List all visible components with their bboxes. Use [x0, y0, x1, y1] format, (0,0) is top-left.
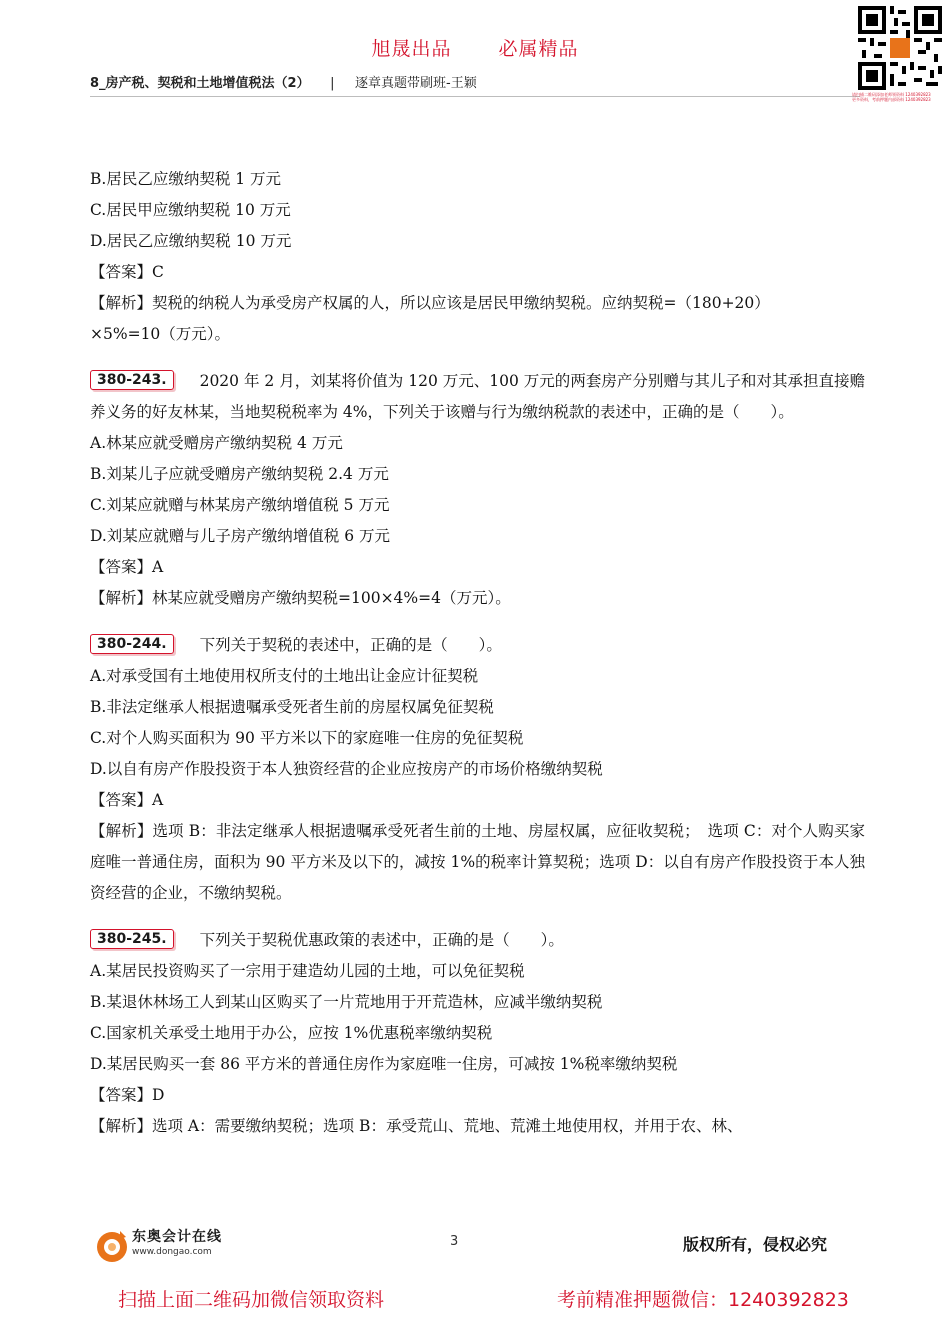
question-243: [90, 366, 865, 428]
brand-slogan: [0, 34, 950, 61]
option-a: A.某居民投资购买了一宗用于建造幼儿园的土地，可以免征契税: [90, 962, 525, 980]
brand-left: 旭晟出品: [371, 38, 452, 60]
option-b: B.居民乙应缴纳契税 1 万元: [90, 170, 282, 188]
course-title: 8_房产税、契税和土地增值税法（2）: [90, 76, 310, 91]
course-subtitle: 逐章真题带刷班-王颖: [355, 76, 477, 91]
answer: 【答案】D: [90, 1086, 165, 1104]
promo-right: 考前精准押题微信：1240392823: [557, 1289, 849, 1311]
analysis: 【解析】林某应就受赠房产缴纳契税=100×4%=4（万元）。: [90, 589, 511, 607]
question-stem: 下列关于契税的表述中，正确的是（ ）。: [199, 636, 502, 654]
answer: 【答案】C: [90, 263, 164, 281]
logo-url: www.dongao.com: [132, 1247, 212, 1257]
option-c: C.刘某应就赠与林某房产缴纳增值税 5 万元: [90, 496, 390, 514]
answer: 【答案】A: [90, 791, 164, 809]
dongao-logo: [132, 1226, 222, 1257]
question-244: [90, 630, 865, 661]
header-rule: [90, 96, 860, 97]
question-stem: 2020 年 2 月，刘某将价值为 120 万元、100 万元的两套房产分别赠与其儿子和对其承担直接赡养义务的好友林某，当地契税税率为 4%，下列关于该赠与行为缴纳税款的表述中，正确的是（ ）。: [90, 372, 865, 421]
question-number-badge: 380-244.: [90, 634, 174, 654]
option-a: A.对承受国有土地使用权所支付的土地出让金应计征契税: [90, 667, 479, 685]
option-c: C.国家机关承受土地用于办公，应按 1%优惠税率缴纳契税: [90, 1024, 493, 1042]
brand-right: 必属精品: [498, 38, 579, 60]
analysis: 【解析】契税的纳税人为承受房产权属的人，所以应该是居民甲缴纳契税。应纳契税=（180+20）: [90, 294, 770, 312]
dongao-logo-icon: [92, 1225, 132, 1265]
option-b: B.非法定继承人根据遗嘱承受死者生前的房屋权属免征契税: [90, 698, 494, 716]
answer: 【答案】A: [90, 558, 164, 576]
option-d: D.居民乙应缴纳契税 10 万元: [90, 232, 292, 250]
option-b: B.刘某儿子应就受赠房产缴纳契税 2.4 万元: [90, 465, 389, 483]
analysis-cont: ×5%=10（万元）。: [90, 325, 231, 343]
question-number-badge: 380-245.: [90, 929, 174, 949]
question-245: [90, 925, 865, 956]
document-body: [90, 164, 865, 1142]
promo-left: 扫描上面二维码加微信领取资料: [118, 1289, 385, 1311]
qr-code-icon: [858, 6, 942, 90]
option-c: C.对个人购买面积为 90 平方米以下的家庭唯一住房的免征契税: [90, 729, 524, 747]
option-d: D.刘某应就赠与儿子房产缴纳增值税 6 万元: [90, 527, 391, 545]
analysis: 【解析】选项 B：非法定继承人根据遗嘱承受死者生前的土地、房屋权属，应征收契税； 选项 C：对个人购买家庭唯一普通住房，面积为 90 平方米及以下的，减按 1%的税率计算契税；选项 D：以自有房产作股投资于本人独资经营的企业，不缴纳契税。: [90, 822, 865, 902]
analysis: 【解析】选项 A：需要缴纳契税；选项 B：承受荒山、荒地、荒滩土地使用权，并用于农、林、: [90, 1117, 743, 1135]
option-d: D.以自有房产作股投资于本人独资经营的企业应按房产的市场价格缴纳契税: [90, 760, 603, 778]
option-d: D.某居民购买一套 86 平方米的普通住房作为家庭唯一住房，可减按 1%税率缴纳契税: [90, 1055, 678, 1073]
copyright-notice: 版权所有，侵权必究: [683, 1235, 828, 1254]
page-number: 3: [450, 1234, 459, 1249]
option-a: A.林某应就受赠房产缴纳契税 4 万元: [90, 434, 343, 452]
course-header: [90, 72, 477, 91]
option-c: C.居民甲应缴纳契税 10 万元: [90, 201, 291, 219]
qr-caption: 请扫描二维码添加老师领资料 1240392823 更多资料，考前押题内部资料 1240392823: [852, 92, 931, 102]
logo-name: 东奥会计在线: [132, 1229, 222, 1245]
header-separator: |: [330, 76, 335, 91]
question-number-badge: 380-243.: [90, 370, 174, 390]
question-stem: 下列关于契税优惠政策的表述中，正确的是（ ）。: [199, 931, 564, 949]
option-b: B.某退休林场工人到某山区购买了一片荒地用于开荒造林，应减半缴纳契税: [90, 993, 603, 1011]
